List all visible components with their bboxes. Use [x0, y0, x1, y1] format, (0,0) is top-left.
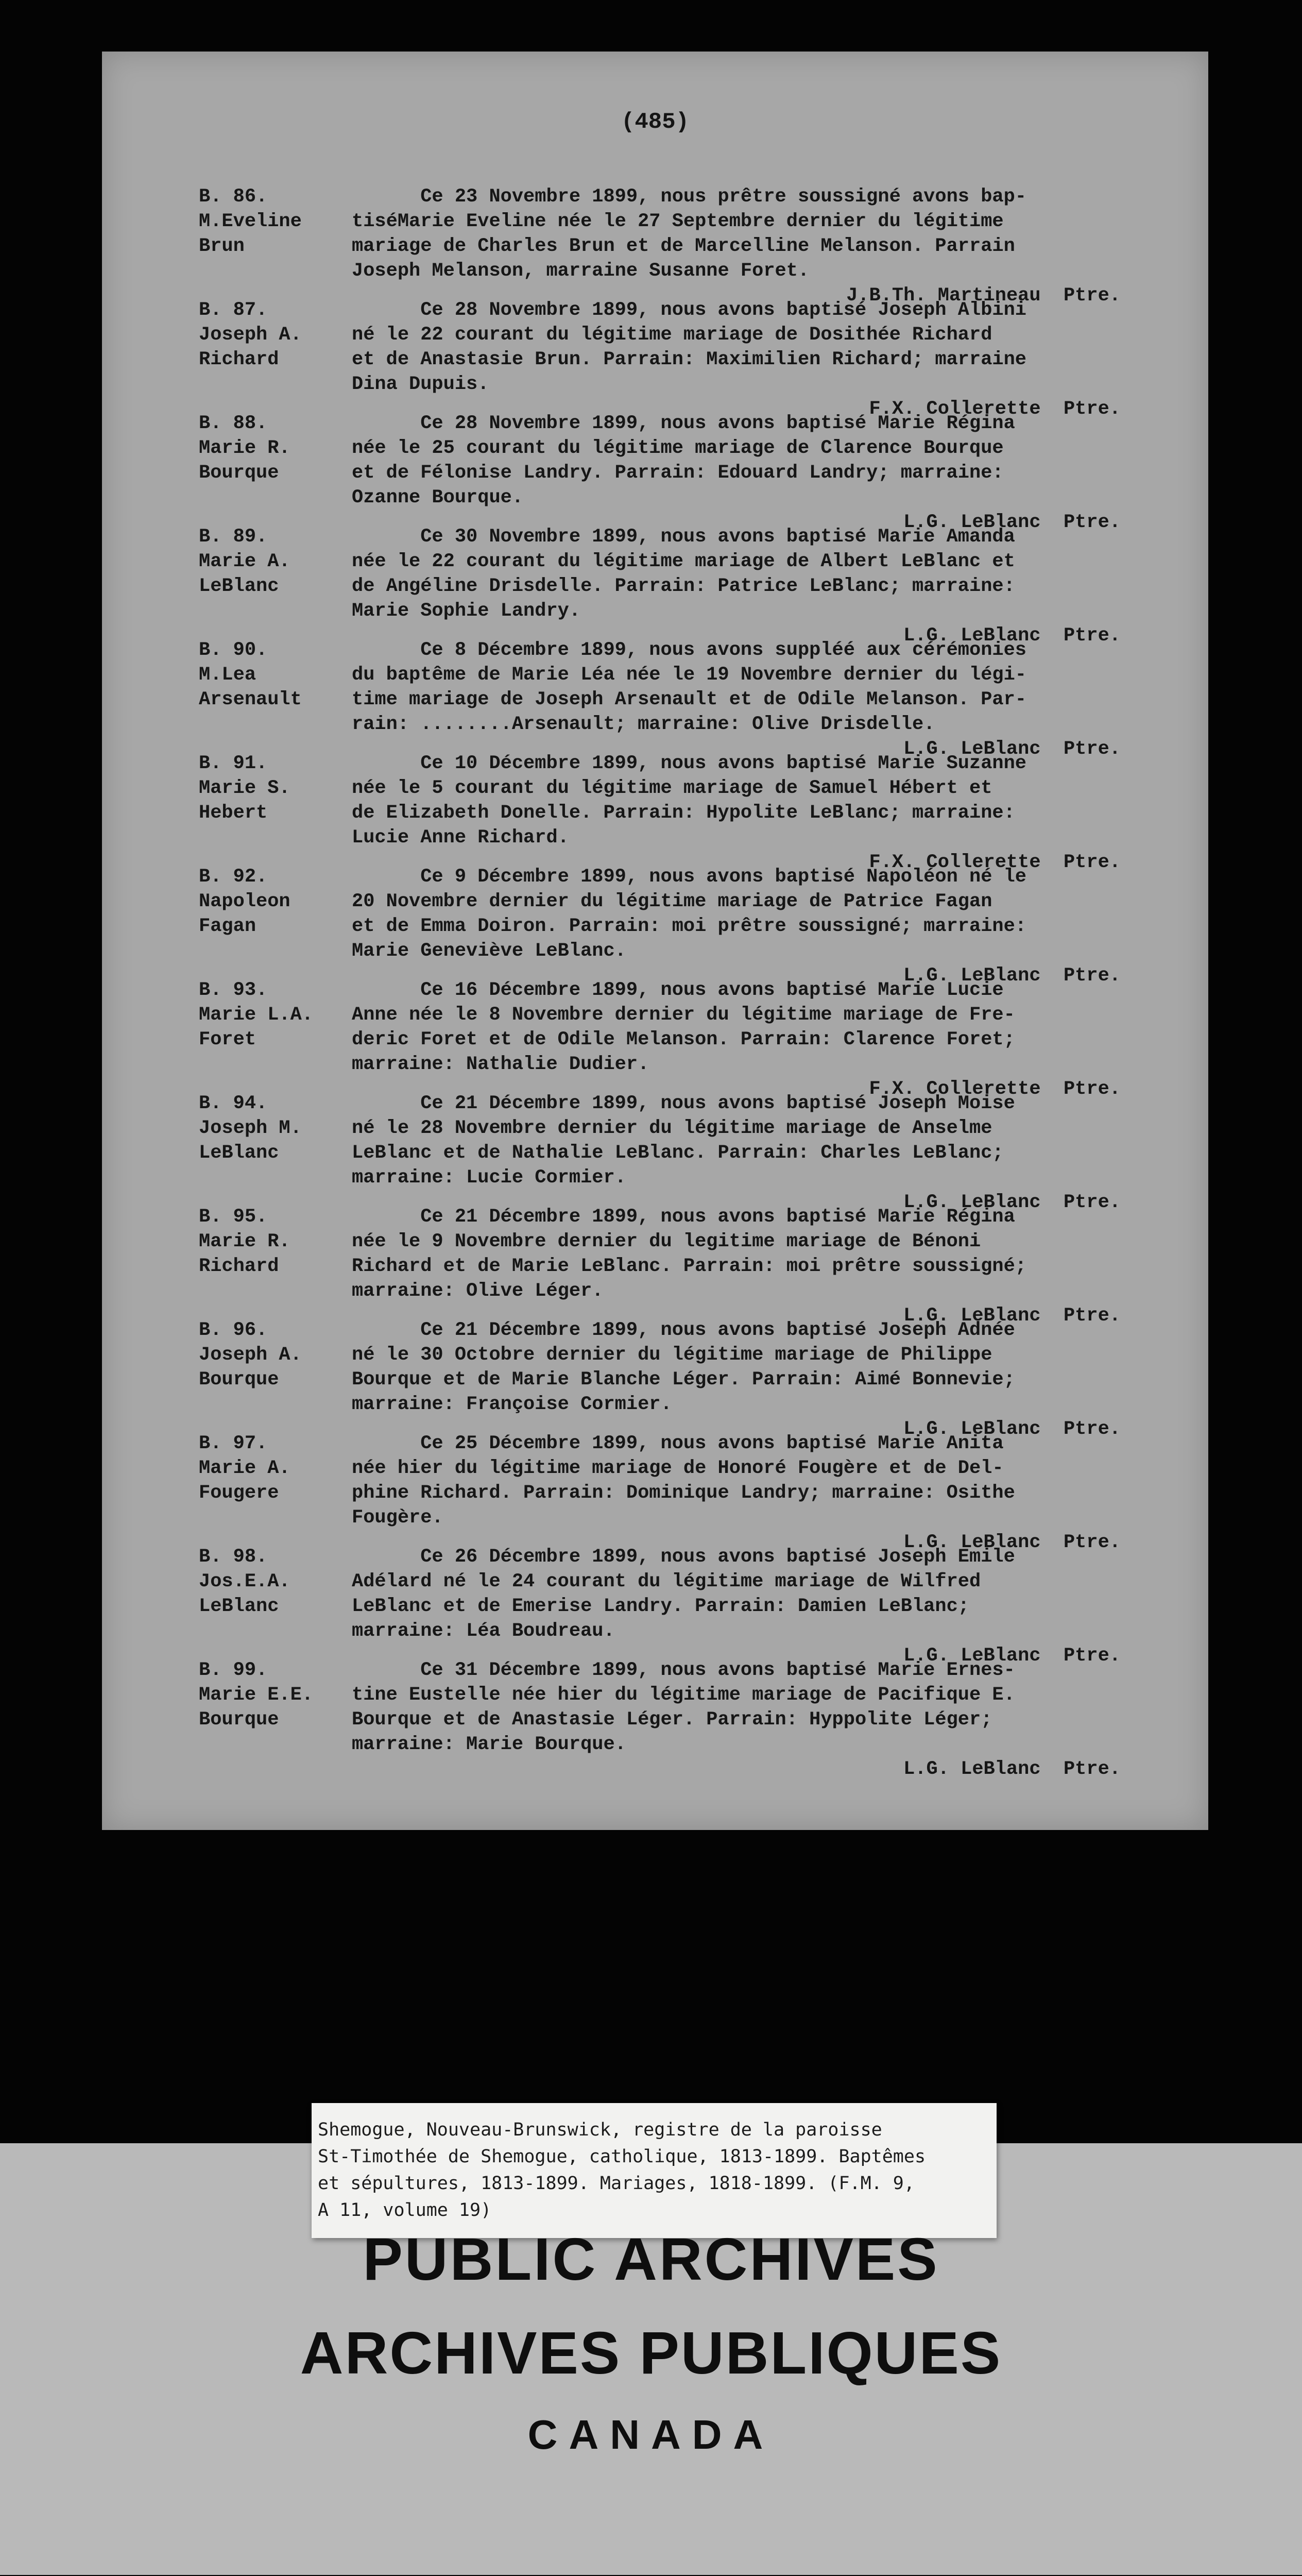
entry-text: Ce 23 Novembre 1899, nous prêtre soussigné avons bap- tiséMarie Eveline née le 27 Septembre dernier du légitime mariage de Charles Brun et de Marcelline Melanson. Parrain Joseph Melanson, marraine Susanne Foret. — [352, 186, 1027, 282]
entry-margin-note: B. 91. Marie S. Hebert — [199, 753, 290, 824]
entry-text: Ce 21 Décembre 1899, nous avons baptisé Joseph Adnée né le 30 Octobre dernier du légitime mariage de Philippe Bourque et de Marie Blanche Léger. Parrain: Aimé Bonnevie; marraine: Françoise Cormier. — [352, 1319, 1015, 1415]
archives-country: CANADA — [527, 2412, 775, 2458]
entry-signature: L.G. LeBlanc Ptre. — [903, 1192, 1121, 1213]
source-citation-text: Shemogue, Nouveau-Brunswick, registre de la paroisse St-Timothée de Shemogue, catholique, 1813-1899. Baptêmes et sépultures, 1813-1899. Mariages, 1818-1899. (F.M. 9, A 11, volume 19) — [318, 2120, 926, 2221]
entry-text: Ce 30 Novembre 1899, nous avons baptisé Marie Amanda née le 22 courant du légitime mariage de Albert LeBlanc et de Angéline Drisdelle. Parrain: Patrice LeBlanc; marraine: Marie Sophie Landry. — [352, 526, 1015, 622]
entry-text: Ce 28 Novembre 1899, nous avons baptisé Marie Régina née le 25 courant du légitime mariage de Clarence Bourque et de Félonise Landry. Parrain: Edouard Landry; marraine: Ozanne Bourque. — [352, 413, 1015, 509]
entry-signature: J.B.Th. Martineau Ptre. — [846, 285, 1121, 307]
archives-heading-french: ARCHIVES PUBLIQUES — [300, 2319, 1002, 2386]
baptism-entry — [102, 1431, 1208, 1553]
entry-signature: F.X. Collerette Ptre. — [869, 398, 1121, 420]
entry-signature: L.G. LeBlanc Ptre. — [903, 512, 1121, 533]
baptism-entry — [102, 1091, 1208, 1213]
entry-margin-note: B. 86. M.Eveline Brun — [199, 186, 302, 257]
entry-text: Ce 21 Décembre 1899, nous avons baptisé Marie Régina née le 9 Novembre dernier du legitime mariage de Bénoni Richard et de Marie LeBlanc. Parrain: moi prêtre soussigné; marraine: Olive Léger. — [352, 1206, 1027, 1302]
baptism-entry — [102, 978, 1208, 1099]
entry-margin-note: B. 93. Marie L.A. Foret — [199, 979, 314, 1050]
entry-signature: L.G. LeBlanc Ptre. — [903, 1532, 1121, 1553]
entry-text: Ce 21 Décembre 1899, nous avons baptisé Joseph Moise né le 28 Novembre dernier du légitime mariage de Anselme LeBlanc et de Nathalie LeBlanc. Parrain: Charles LeBlanc; marraine: Lucie Cormier. — [352, 1093, 1015, 1189]
baptism-entry — [102, 1318, 1208, 1439]
baptism-entry — [102, 751, 1208, 873]
entry-signature: L.G. LeBlanc Ptre. — [903, 738, 1121, 760]
baptism-entry — [102, 411, 1208, 533]
entry-margin-note: B. 95. Marie R. Richard — [199, 1206, 290, 1277]
baptism-entry — [102, 1205, 1208, 1326]
baptism-entry — [102, 638, 1208, 759]
entry-signature: F.X. Collerette Ptre. — [869, 1078, 1121, 1100]
register-page — [102, 52, 1208, 1830]
entry-signature: L.G. LeBlanc Ptre. — [903, 965, 1121, 987]
page-number: (485) — [621, 109, 690, 135]
baptism-entry — [102, 298, 1208, 419]
entry-text: Ce 26 Décembre 1899, nous avons baptisé Joseph Emile Adélard né le 24 courant du légitime mariage de Wilfred LeBlanc et de Emerise Landry. Parrain: Damien LeBlanc; marraine: Léa Boudreau. — [352, 1546, 1015, 1642]
entry-signature: F.X. Collerette Ptre. — [869, 852, 1121, 873]
entry-signature: L.G. LeBlanc Ptre. — [903, 1305, 1121, 1327]
entry-margin-note: B. 87. Joseph A. Richard — [199, 299, 302, 370]
entry-text: Ce 31 Décembre 1899, nous avons baptisé Marie Ernes- tine Eustelle née hier du légitime mariage de Pacifique E. Bourque et de Anastasie Léger. Parrain: Hyppolite Léger; marraine: Marie Bourque. — [352, 1659, 1015, 1755]
archives-heading-english: PUBLIC ARCHIVES — [363, 2226, 939, 2293]
entry-margin-note: B. 96. Joseph A. Bourque — [199, 1319, 302, 1391]
baptism-entry — [102, 1658, 1208, 1780]
entry-text: Ce 16 Décembre 1899, nous avons baptisé Marie Lucie Anne née le 8 Novembre dernier du légitime mariage de Fre- deric Foret et de Odile Melanson. Parrain: Clarence Foret; marraine: Nathalie Dudier. — [352, 979, 1015, 1075]
baptism-entry — [102, 184, 1208, 306]
entry-margin-note: B. 90. M.Lea Arsenault — [199, 639, 302, 710]
entry-signature: L.G. LeBlanc Ptre. — [903, 625, 1121, 647]
baptism-entry — [102, 524, 1208, 646]
baptism-entry — [102, 865, 1208, 986]
entry-margin-note: B. 94. Joseph M. LeBlanc — [199, 1093, 302, 1164]
entry-margin-note: B. 88. Marie R. Bourque — [199, 413, 290, 484]
entry-margin-note: B. 89. Marie A. LeBlanc — [199, 526, 290, 597]
entry-margin-note: B. 92. Napoleon Fagan — [199, 866, 290, 937]
entry-margin-note: B. 98. Jos.E.A. LeBlanc — [199, 1546, 290, 1617]
baptism-entry — [102, 1545, 1208, 1666]
entry-signature: L.G. LeBlanc Ptre. — [903, 1645, 1121, 1667]
entry-text: Ce 10 Décembre 1899, nous avons baptisé Marie Suzanne née le 5 courant du légitime mariage de Samuel Hébert et de Elizabeth Donelle. Parrain: Hypolite LeBlanc; marraine: Lucie Anne Richard. — [352, 753, 1027, 849]
entry-margin-note: B. 99. Marie E.E. Bourque — [199, 1659, 314, 1731]
entry-text: Ce 8 Décembre 1899, nous avons suppléé aux cérémonies du baptême de Marie Léa née le 19 Novembre dernier du légi- time mariage de Joseph Arsenault et de Odile Melanson. Par- rain: ........Arsenault; marraine: Olive Drisdelle. — [352, 639, 1027, 735]
entry-margin-note: B. 97. Marie A. Fougere — [199, 1433, 290, 1504]
entry-signature: L.G. LeBlanc Ptre. — [903, 1758, 1121, 1780]
entry-text: Ce 9 Décembre 1899, nous avons baptisé Napoléon né le 20 Novembre dernier du légitime mariage de Patrice Fagan et de Emma Doiron. Parrain: moi prêtre soussigné; marraine: Marie Geneviève LeBlanc. — [352, 866, 1027, 962]
entry-signature: L.G. LeBlanc Ptre. — [903, 1418, 1121, 1440]
entry-text: Ce 28 Novembre 1899, nous avons baptisé Joseph Albini né le 22 courant du légitime mariage de Dosithée Richard et de Anastasie Brun. Parrain: Maximilien Richard; marraine Dina Dupuis. — [352, 299, 1027, 395]
entry-text: Ce 25 Décembre 1899, nous avons baptisé Marie Anita née hier du légitime mariage de Honoré Fougère et de Del- phine Richard. Parrain: Dominique Landry; marraine: Osithe Fougère. — [352, 1433, 1015, 1529]
source-citation-card — [312, 2103, 997, 2238]
